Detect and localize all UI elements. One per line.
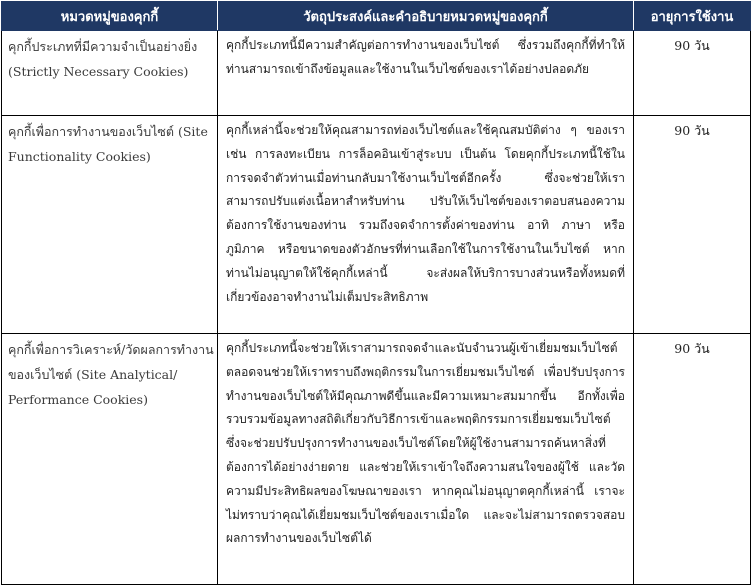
cell-category: คุกกี้เพื่อการวิเคราะห์/วัดผลการทำงานของเว็บไซต์ (Site Analytical/ Performance Cookies) <box>2 334 218 585</box>
cell-lifetime: 90 วัน <box>634 116 751 334</box>
table-row <box>2 31 751 116</box>
cell-description: คุกกี้เหล่านี้จะช่วยให้คุณสามารถท่องเว็บไซต์และใช้คุณสมบัติต่าง ๆ ของเรา เช่น การลงทะเบียน การล็อคอินเข้าสู่ระบบ เป็นต้น โดยคุกกี้ประเภทนี้ใช้ในการจดจำตัวท่านเมื่อท่านกลับมาใช้งานเว็บไซต์อีกครั้ง ซึ่งจะช่วยให้เราสามารถปรับแต่งเนื้อหาสำหรับท่าน ปรับให้เว็บไซต์ของเราตอบสนองความต้องการใช้งานของท่าน รวมถึงจดจำการตั้งค่าของท่าน อาทิ ภาษา หรือ ภูมิภาค หรือขนาดของตัวอักษรที่ท่านเลือกใช้ในการใช้งานในเว็บไซต์ หากท่านไม่อนุญาตให้ใช้คุกกี้เหล่านี้ จะส่งผลให้บริการบางส่วนหรือทั้งหมดที่เกี่ยวข้องอาจทำงานไม่เต็มประสิทธิภาพ <box>218 116 634 334</box>
cell-category: คุกกี้เพื่อการทำงานของเว็บไซต์ (Site Functionality Cookies) <box>2 116 218 334</box>
cell-lifetime: 90 วัน <box>634 334 751 585</box>
header-description: วัตถุประสงค์และคำอธิบายหมวดหมู่ของคุกกี้ <box>218 2 634 31</box>
cell-category: คุกกี้ประเภทที่มีความจำเป็นอย่างยิ่ง (Strictly Necessary Cookies) <box>2 31 218 116</box>
header-category: หมวดหมู่ของคุกกี้ <box>2 2 218 31</box>
cell-description: คุกกี้ประเภทนี้มีความสำคัญต่อการทำงานของเว็บไซต์ ซึ่งรวมถึงคุกกี้ที่ทำให้ท่านสามารถเข้าถึงข้อมูลและใช้งานในเว็บไซต์ของเราได้อย่างปลอดภัย <box>218 31 634 116</box>
header-lifetime: อายุการใช้งาน <box>634 2 751 31</box>
cookie-table <box>1 1 751 585</box>
header-row <box>2 2 751 31</box>
table-row <box>2 116 751 334</box>
cell-lifetime: 90 วัน <box>634 31 751 116</box>
cell-description: คุกกี้ประเภทนี้จะช่วยให้เราสามารถจดจำและนับจำนวนผู้เข้าเยี่ยมชมเว็บไซต์ตลอดจนช่วยให้เราทราบถึงพฤติกรรมในการเยี่ยมชมเว็บไซต์ เพื่อปรับปรุงการทำงานของเว็บไซต์ให้มีคุณภาพดีขึ้นและมีความเหมาะสมมากขึ้น อีกทั้งเพื่อรวบรวมข้อมูลทางสถิติเกี่ยวกับวิธีการเข้าและพฤติกรรมการเยี่ยมชมเว็บไซต์ ซึ่งจะช่วยปรับปรุงการทำงานของเว็บไซต์โดยให้ผู้ใช้งานสามารถค้นหาสิ่งที่ต้องการได้อย่างง่ายดาย และช่วยให้เราเข้าใจถึงความสนใจของผู้ใช้ และวัดความมีประสิทธิผลของโฆษณาของเรา หากคุณไม่อนุญาตคุกกี้เหล่านี้ เราจะไม่ทราบว่าคุณได้เยี่ยมชมเว็บไซต์ของเราเมื่อใด และจะไม่สามารถตรวจสอบผลการทำงานของเว็บไซต์ได้ <box>218 334 634 585</box>
table-row <box>2 334 751 585</box>
